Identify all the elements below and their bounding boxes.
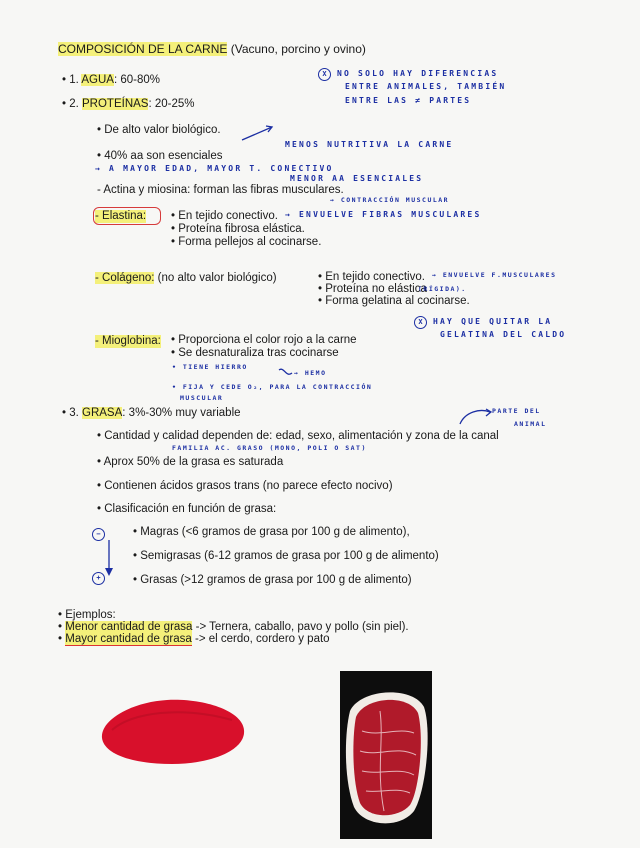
meat-image-marbled bbox=[340, 671, 432, 839]
colageno-note: (no alto valor biológico) bbox=[157, 272, 277, 284]
proteinas-label: PROTEÍNAS bbox=[82, 98, 149, 110]
elastina-line: • Forma pellejos al cocinarse. bbox=[171, 236, 322, 248]
elastina-label: - Elastina: bbox=[95, 210, 147, 222]
grasa-item: • Aprox 50% de la grasa es saturada bbox=[97, 456, 284, 468]
colageno-line: • En tejido conectivo. bbox=[318, 271, 425, 283]
note-line: ENTRE LAS ≠ PARTES bbox=[345, 96, 472, 105]
section-grasa bbox=[62, 407, 241, 420]
note-envuelve-fibras: → ENVUELVE FIBRAS MUSCULARES bbox=[285, 210, 482, 219]
protein-item bbox=[97, 124, 221, 137]
note-mark-icon: X bbox=[318, 68, 331, 81]
protein-item-text: - Actina y miosina: forman las fibras musculares. bbox=[97, 184, 344, 196]
note-line: NO SOLO HAY DIFERENCIAS bbox=[337, 69, 499, 78]
note-fija-cede: MUSCULAR bbox=[180, 394, 224, 402]
note-gelatina bbox=[414, 316, 552, 329]
note-parte-animal: PARTE DEL bbox=[492, 407, 541, 415]
proteinas-prefix: • 2. bbox=[62, 98, 83, 110]
mayor-label: Mayor cantidad de grasa bbox=[65, 633, 192, 645]
section-proteinas bbox=[62, 98, 195, 111]
protein-item bbox=[97, 184, 344, 197]
note-line: HAY QUE QUITAR LA bbox=[433, 317, 553, 326]
note-line: ENTRE ANIMALES, TAMBIÉN bbox=[345, 82, 507, 91]
grasa-item: • Cantidad y calidad dependen de: edad, sexo, alimentación y zona de la canal bbox=[97, 430, 499, 442]
mioglobina-line: • Proporciona el color rojo a la carne bbox=[171, 334, 357, 346]
grasa-value: : 3%-30% muy variable bbox=[122, 407, 241, 419]
minus-icon bbox=[92, 528, 111, 541]
minus-mark: − bbox=[92, 528, 105, 541]
note-diferencias bbox=[318, 68, 498, 81]
note-tiene-hierro: • TIENE HIERRO bbox=[172, 363, 248, 371]
note-fija-cede: • FIJA Y CEDE O₂, PARA LA CONTRACCIÓN bbox=[172, 383, 373, 391]
grasa-prefix: • 3. bbox=[62, 407, 83, 419]
note-menor-aa: MENOR AA ESENCIALES bbox=[290, 174, 424, 183]
colageno-line: • Proteína no elástica bbox=[318, 283, 427, 295]
bullet: • bbox=[58, 633, 66, 645]
ejemplos-mayor bbox=[58, 633, 330, 646]
mioglobina-line: • Se desnaturaliza tras cocinarse bbox=[171, 347, 339, 359]
meat-image-raw bbox=[92, 690, 252, 770]
elastina-line: • Proteína fibrosa elástica. bbox=[171, 223, 305, 235]
section-agua bbox=[62, 74, 160, 87]
note-hemo: → HEMO bbox=[294, 369, 327, 377]
menor-label: Menor cantidad de grasa bbox=[65, 621, 193, 633]
note-rigida: (RÍGIDA). bbox=[418, 285, 467, 293]
agua-label: AGUA bbox=[81, 74, 114, 86]
menor-text: -> Ternera, caballo, pavo y pollo (sin piel). bbox=[192, 621, 409, 633]
note-mark-icon: X bbox=[414, 316, 427, 329]
agua-value: : 60-80% bbox=[113, 74, 160, 86]
note-familia: FAMILIA AC. GRASO (MONO, POLI O SAT) bbox=[172, 444, 367, 452]
page-title bbox=[58, 43, 366, 56]
proteinas-value: : 20-25% bbox=[148, 98, 195, 110]
grasa-item: • Clasificación en función de grasa: bbox=[97, 503, 277, 515]
agua-prefix: • 1. bbox=[62, 74, 82, 86]
mayor-text: -> el cerdo, cordero y pato bbox=[191, 633, 330, 645]
clasificacion-item: • Magras (<6 gramos de grasa por 100 g de alimento), bbox=[133, 526, 410, 538]
colageno-line: • Forma gelatina al cocinarse. bbox=[318, 295, 470, 307]
note-contraccion: → CONTRACCIÓN MUSCULAR bbox=[330, 196, 450, 204]
protein-item-text: • De alto valor biológico. bbox=[97, 124, 221, 136]
plus-icon bbox=[92, 572, 111, 585]
grasa-label: GRASA bbox=[82, 407, 123, 419]
protein-item-text: • 40% aa son esenciales bbox=[97, 150, 223, 162]
mioglobina-label: - Mioglobina: bbox=[95, 335, 161, 347]
title-sub: (Vacuno, porcino y ovino) bbox=[230, 42, 366, 56]
elastina-line: • En tejido conectivo. bbox=[171, 210, 278, 222]
note-mayor-edad: → A MAYOR EDAD, MAYOR T. CONECTIVO bbox=[95, 164, 334, 173]
clasificacion-item: • Grasas (>12 gramos de grasa por 100 g de alimento) bbox=[133, 574, 412, 586]
title-main: COMPOSICIÓN DE LA CARNE bbox=[58, 42, 228, 56]
note-line: GELATINA DEL CALDO bbox=[440, 330, 567, 339]
protein-item bbox=[97, 150, 223, 163]
colageno-row bbox=[95, 272, 277, 285]
note-envuelve-f: → ENVUELVE F.MUSCULARES bbox=[432, 271, 557, 279]
elastina-box bbox=[93, 207, 161, 225]
plus-mark: + bbox=[92, 572, 105, 585]
note-parte-animal: ANIMAL bbox=[514, 420, 547, 428]
grasa-item: • Contienen ácidos grasos trans (no parece efecto nocivo) bbox=[97, 480, 393, 492]
ejemplos-heading: • Ejemplos: bbox=[58, 609, 116, 621]
bullet: • bbox=[58, 621, 66, 633]
colageno-label: - Colágeno: bbox=[95, 272, 155, 284]
clasificacion-item: • Semigrasas (6-12 gramos de grasa por 100 g de alimento) bbox=[133, 550, 439, 562]
note-menos-nutritiva: MENOS NUTRITIVA LA CARNE bbox=[285, 140, 454, 149]
